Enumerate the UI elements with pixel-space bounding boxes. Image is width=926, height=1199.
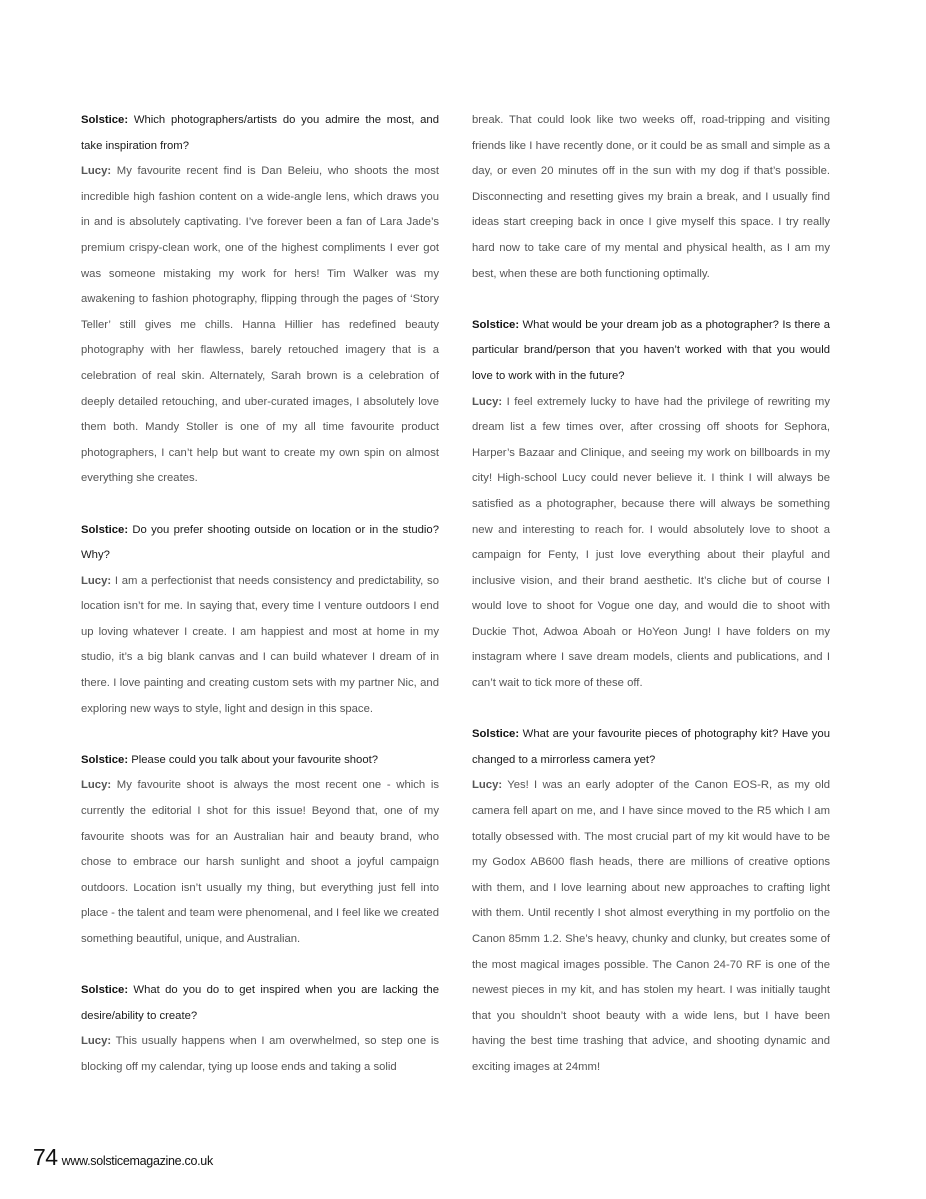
right-column bbox=[472, 108, 830, 1081]
paragraph-spacer bbox=[472, 697, 830, 723]
question-paragraph bbox=[81, 108, 439, 159]
interviewer-label: Solstice: bbox=[81, 523, 129, 536]
interviewee-label: Lucy: bbox=[81, 574, 112, 587]
answer-paragraph bbox=[81, 1029, 439, 1080]
answer-text: Yes! I was an early adopter of the Canon EOS-R, as my old camera fell apart on me, and I have since moved to the R5 which I am totally obsessed with. The most crucial part of my kit would have to be my Godox AB600 flash heads, there are millions of creative options with them, and I love learning about new approaches to crafting light with them. Until recently I shot almost everything in my portfolio on the Canon 85mm 1.2. She’s heavy, chunky and clunky, but creates some of the most magical images possible. The Canon 24-70 RF is one of the newest pieces in my kit, and has stolen my heart. I was initially taught that you shouldn’t shoot beauty with a wide lens, but I have been having the best time trashing that advice, and shooting dynamic and exciting images at 24mm! bbox=[472, 779, 830, 1073]
interviewee-label: Lucy: bbox=[81, 779, 112, 792]
interviewer-label: Solstice: bbox=[472, 728, 520, 741]
question-text: What are your favourite pieces of photography kit? Have you changed to a mirrorless camera yet? bbox=[472, 728, 830, 766]
question-text: What do you do to get inspired when you are lacking the desire/ability to create? bbox=[81, 984, 439, 1022]
interviewee-label: Lucy: bbox=[81, 165, 112, 178]
question-text: Please could you talk about your favourite shoot? bbox=[128, 753, 379, 766]
question-text: Which photographers/artists do you admire the most, and take inspiration from? bbox=[81, 114, 439, 152]
interviewee-label: Lucy: bbox=[81, 1035, 112, 1048]
interviewer-label: Solstice: bbox=[81, 753, 129, 766]
interviewee-label: Lucy: bbox=[472, 779, 503, 792]
answer-paragraph bbox=[81, 773, 439, 952]
answer-text: I feel extremely lucky to have had the privilege of rewriting my dream list a few times over, after crossing off shoots for Sephora, Harper’s Bazaar and Clinique, and seeing my work on billboards in my city! High-school Lucy could never believe it. I think I will always be satisfied as a photographer, because there will always be something new and interesting to reach for. I would absolutely love to shoot a campaign for Fenty, I just love everything about their playful and inclusive vision, and their brand aesthetic. It’s cliche but of course I would love to shoot for Vogue one day, and would die to shoot with Duckie Thot, Adwoa Aboah or HoYeon Jung! I have folders on my instagram where I save dream models, clients and publications, and I can’t wait to tick more of these off. bbox=[472, 395, 830, 690]
left-column bbox=[81, 108, 439, 1081]
answer-paragraph bbox=[81, 569, 439, 723]
answer-text: I am a perfectionist that needs consistency and predictability, so location isn’t for me. In saying that, every time I venture outdoors I end up loving whatever I create. I am happiest and most at home in my studio, it’s a big blank canvas and I can build whatever I dream of in there. I love painting and creating custom sets with my partner Nic, and exploring new ways to style, light and design in this space. bbox=[81, 574, 439, 715]
paragraph-spacer bbox=[472, 287, 830, 313]
answer-text: My favourite recent find is Dan Beleiu, who shoots the most incredible high fashion content on a wide-angle lens, which draws you in and is absolutely captivating. I’ve forever been a fan of Lara Jade’s premium crispy-clean work, one of the highest compliments I ever got was someone mistaking my work for hers! Tim Walker was my awakening to fashion photography, flipping through the pages of ‘Story Teller’ still gives me chills. Hanna Hillier has redefined beauty photography with her flawless, barely retouched imagery that is a celebration of real skin. Alternately, Sarah brown is a celebration of deeply detailed retouching, and uber-curated images, I absolutely love them both. Mandy Stoller is one of my all time favourite product photographers, I can’t help but want to create my own spin on almost everything she creates. bbox=[81, 165, 439, 485]
paragraph-spacer bbox=[81, 492, 439, 518]
interviewer-label: Solstice: bbox=[81, 114, 129, 126]
paragraph-spacer bbox=[81, 953, 439, 979]
interviewer-label: Solstice: bbox=[472, 318, 520, 331]
answer-continuation: break. That could look like two weeks off, road-tripping and visiting friends like I have recently done, or it could be as small and simple as a day, or even 20 minutes off in the sun with my dog if that’s possible. Disconnecting and resetting gives my brain a break, and I usually find ideas start creeping back in once I give myself this space. I try really hard now to take care of my mental and physical health, as I am my best, when these are both functioning optimally. bbox=[472, 114, 830, 280]
answer-text: This usually happens when I am overwhelmed, so step one is blocking off my calendar, tying up loose ends and taking a solid bbox=[81, 1035, 439, 1073]
website-url: www.solsticemagazine.co.uk bbox=[61, 1154, 213, 1168]
interviewee-label: Lucy: bbox=[472, 395, 503, 408]
question-paragraph bbox=[81, 748, 439, 774]
question-text: What would be your dream job as a photographer? Is there a particular brand/person that you haven’t worked with that you would love to work with in the future? bbox=[472, 318, 830, 382]
question-paragraph bbox=[81, 978, 439, 1029]
answer-text: My favourite shoot is always the most recent one - which is currently the editorial I shot for this issue! Beyond that, one of my favourite shoots was for an Australian hair and beauty brand, who chose to embrace our harsh sunlight and shoot a joyful campaign outdoors. Location isn’t usually my thing, but everything just fell into place - the talent and team were phenomenal, and I feel like we created something beautiful, unique, and Australian. bbox=[81, 779, 439, 945]
question-paragraph bbox=[472, 313, 830, 390]
page-footer bbox=[33, 1144, 213, 1171]
answer-paragraph bbox=[472, 773, 830, 1080]
answer-paragraph bbox=[472, 390, 830, 697]
page-number: 74 bbox=[33, 1144, 58, 1170]
interviewer-label: Solstice: bbox=[81, 984, 129, 997]
question-paragraph bbox=[472, 722, 830, 773]
paragraph-spacer bbox=[81, 722, 439, 748]
question-text: Do you prefer shooting outside on location or in the studio? Why? bbox=[81, 523, 439, 562]
question-paragraph bbox=[81, 518, 439, 569]
answer-paragraph bbox=[81, 159, 439, 492]
